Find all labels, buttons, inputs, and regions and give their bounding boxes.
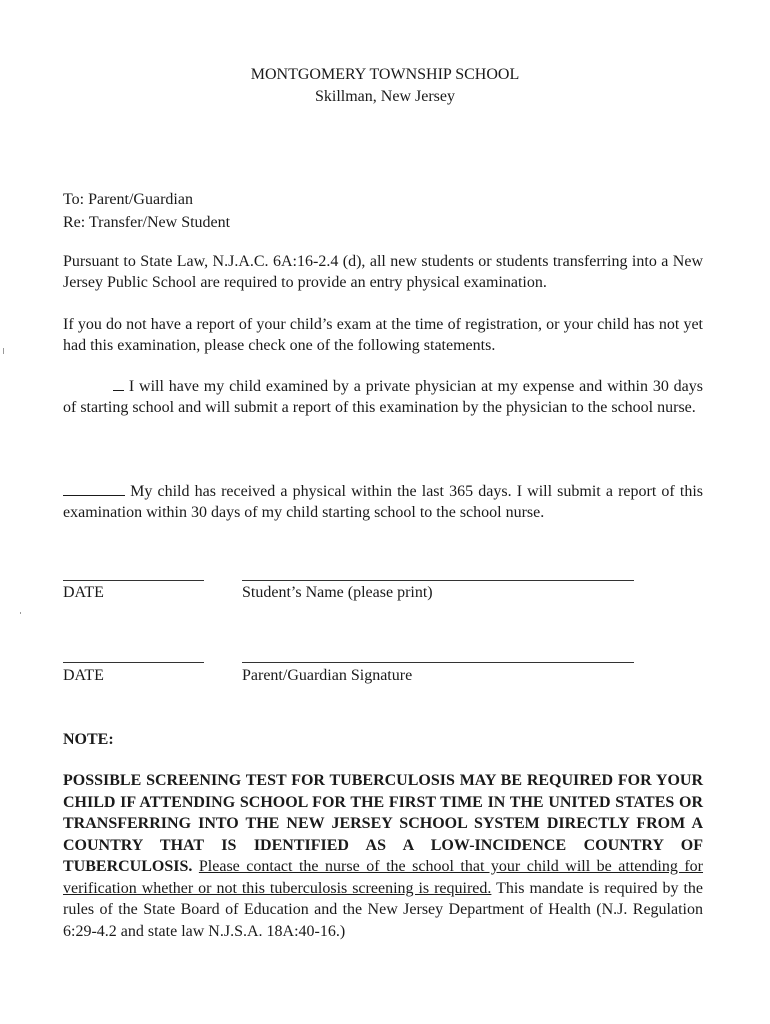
tb-notice-bold: POSSIBLE SCREENING TEST FOR TUBERCULOSIS MAY BE REQUIRED FOR YOUR CHILD IF ATTENDING SCHOOL FOR THE FIRST TIME IN THE UNITED STATES OR TRANSFERRING INTO THE NEW JERSEY SCHOOL SYSTEM DIRECTLY FROM A COUNTRY THAT IS IDENTIFIED AS A LOW-INCIDENCE COUNTRY OF TUBERCULOSIS.: [63, 772, 703, 875]
checkbox-blank-2[interactable]: [63, 481, 125, 496]
intro-paragraph: Pursuant to State Law, N.J.A.C. 6A:16-2.4 (d), all new students or students transferring into a New Jersey Public School are required to provide an entry physical examination.: [63, 253, 703, 291]
school-name: MONTGOMERY TOWNSHIP SCHOOL: [250, 66, 520, 83]
instructions-paragraph: If you do not have a report of your child’s exam at the time of registration, or your child has not yet had this examination, please check one of the following statements.: [63, 316, 703, 354]
scan-mark: [20, 612, 21, 614]
scan-mark: [3, 348, 4, 354]
parent-signature-label: Parent/Guardian Signature: [242, 667, 413, 684]
option-1-text: I will have my child examined by a private physician at my expense and within 30 days of starting school and will submit a report of this examination by the physician to the school nurse.: [63, 378, 703, 416]
tb-notice-mandate: This mandate is required by the rules of the State Board of Education and the New Jersey Department of Health (N.J. Regulation 6:29-4.2 and state law N.J.S.A. 18A:40-16.): [63, 879, 703, 940]
date-label-1: DATE: [63, 584, 104, 601]
letterhead: [0, 64, 770, 108]
memo-to: To: Parent/Guardian: [63, 191, 193, 208]
memo-block: [63, 188, 230, 234]
tb-notice-contact: Please contact the nurse of the school that your child will be attending for verification whether or not this tuberculosis screening is required.: [63, 858, 704, 897]
option-recent-physical: [63, 481, 703, 523]
checkbox-blank-1[interactable]: [113, 376, 124, 391]
date-line-1[interactable]: [63, 580, 204, 581]
tb-notice: [63, 770, 703, 942]
note-heading: NOTE:: [63, 731, 114, 748]
student-name-label: Student’s Name (please print): [242, 584, 433, 601]
student-name-line[interactable]: [242, 580, 634, 581]
option-private-physician: [63, 376, 703, 418]
memo-re: Re: Transfer/New Student: [63, 214, 231, 231]
parent-signature-line[interactable]: [242, 662, 634, 663]
school-location: Skillman, New Jersey: [315, 88, 455, 105]
option-2-text: My child has received a physical within the last 365 days. I will submit a report of this examination within 30 days of my child starting school to the school nurse.: [63, 483, 704, 521]
date-label-2: DATE: [63, 667, 104, 684]
date-line-2[interactable]: [63, 662, 204, 663]
